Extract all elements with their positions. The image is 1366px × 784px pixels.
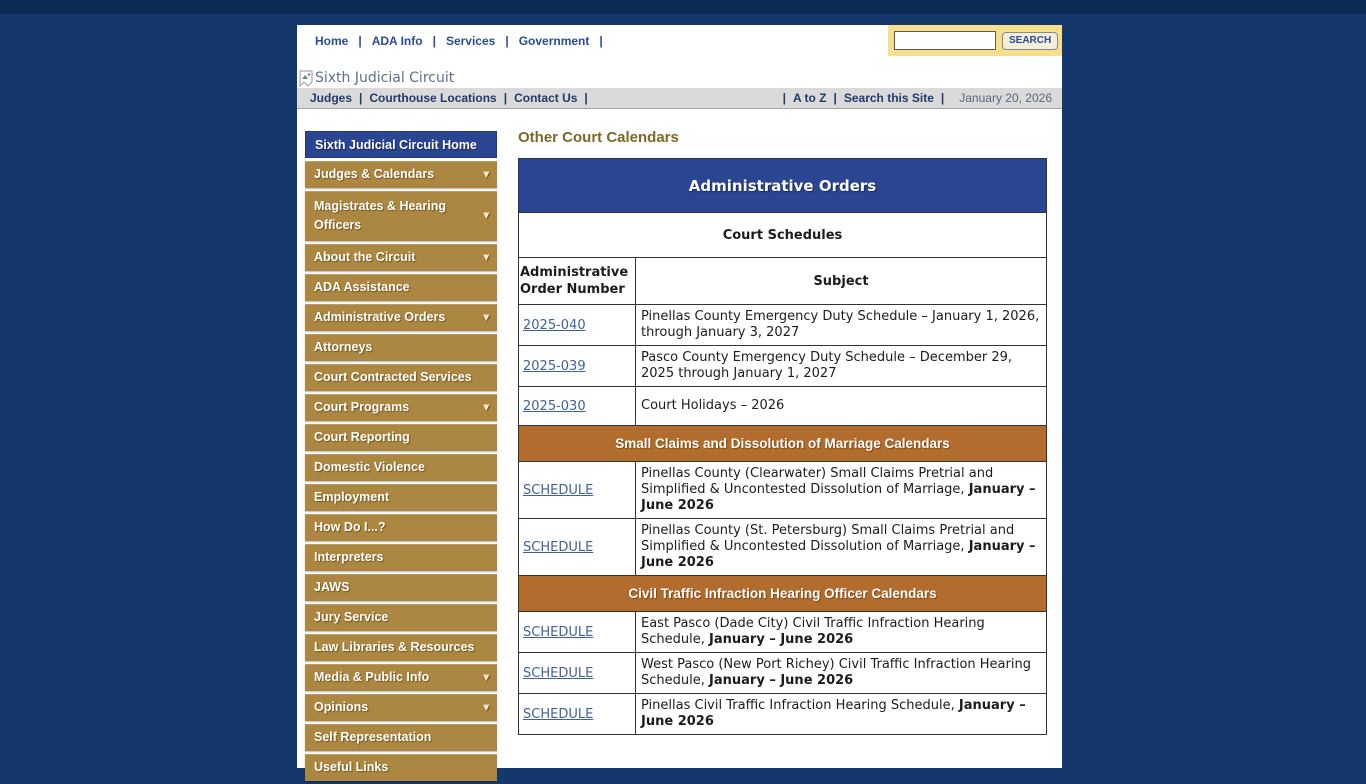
sidebar-item-self-representation[interactable]: [305, 724, 497, 751]
subject-text: East Pasco (Dade City) Civil Traffic Infraction Hearing Schedule,: [641, 616, 985, 647]
util-link-a-to-z[interactable]: A to Z: [792, 91, 827, 105]
search-input[interactable]: [894, 31, 996, 50]
table-row: [519, 387, 1047, 426]
main-content: [518, 129, 1051, 735]
subject-bold-text: January – June 2026: [641, 539, 1036, 570]
separator: |: [599, 33, 603, 48]
subject-text: Pinellas Civil Traffic Infraction Hearing Schedule,: [641, 698, 959, 713]
separator: |: [584, 91, 588, 105]
sidebar-item-judges-calendars[interactable]: [305, 161, 497, 188]
utility-left-links: [297, 91, 595, 105]
table-row: [519, 462, 1047, 519]
schedule-link-clearwater[interactable]: SCHEDULE: [523, 482, 594, 498]
nav-link-government[interactable]: Government: [518, 33, 590, 48]
search-button[interactable]: SEARCH: [1002, 32, 1058, 50]
logo-alt-text: Sixth Judicial Circuit: [315, 70, 455, 86]
sidebar-item-label: Sixth Judicial Circuit Home: [315, 138, 477, 152]
order-link-2025-040[interactable]: 2025-040: [523, 317, 586, 333]
schedule-link-west-pasco[interactable]: SCHEDULE: [523, 665, 594, 681]
calendars-table: [518, 158, 1047, 735]
chevron-down-icon: ▾: [483, 671, 489, 683]
section-header-civil-traffic: Civil Traffic Infraction Hearing Officer Calendars: [519, 576, 1047, 612]
sidebar-item-label: Attorneys: [314, 340, 373, 354]
sidebar-item-ada-assistance[interactable]: [305, 274, 497, 301]
sidebar-item-about-the-circuit[interactable]: [305, 244, 497, 271]
chevron-down-icon: ▾: [483, 311, 489, 323]
sidebar-item-label: Court Contracted Services: [314, 370, 472, 384]
site-logo: [299, 68, 454, 88]
table-row: [519, 653, 1047, 694]
sidebar-item-label: Employment: [314, 490, 390, 504]
chevron-down-icon: ▾: [483, 701, 489, 713]
sidebar-item-court-programs[interactable]: [305, 394, 497, 421]
sidebar-item-label: Law Libraries & Resources: [314, 640, 475, 654]
broken-image-icon: [299, 70, 314, 87]
sidebar-item-label: Judges & Calendars: [314, 167, 435, 181]
subject-text: Court Holidays – 2026: [641, 398, 785, 413]
sidebar-item-label: Magistrates & Hearing Officers: [314, 199, 446, 232]
sidebar-item-interpreters[interactable]: [305, 544, 497, 571]
sidebar-navigation: [305, 131, 497, 784]
sidebar-item-label: JAWS: [314, 580, 350, 594]
column-header-order-number: Administrative Order Number: [519, 258, 636, 305]
sidebar-item-jaws[interactable]: [305, 574, 497, 601]
table-row: [519, 305, 1047, 346]
sidebar-item-label: How Do I...?: [314, 520, 386, 534]
column-header-subject: Subject: [636, 258, 1047, 305]
subject-text: Pinellas County (St. Petersburg) Small Claims Pretrial and Simplified & Uncontested Dissolution of Marriage,: [641, 523, 1015, 554]
table-subtitle: Court Schedules: [519, 213, 1047, 258]
table-row: [519, 694, 1047, 735]
top-edge-band: [0, 0, 1366, 14]
separator: |: [359, 91, 363, 105]
sidebar-item-media-public-info[interactable]: [305, 664, 497, 691]
nav-link-services[interactable]: Services: [445, 33, 496, 48]
table-row: [519, 612, 1047, 653]
util-link-courthouse-locations[interactable]: Courthouse Locations: [369, 91, 497, 105]
sidebar-item-label: Useful Links: [314, 760, 389, 774]
current-date: January 20, 2026: [959, 91, 1052, 105]
subject-text: West Pasco (New Port Richey) Civil Traffic Infraction Hearing Schedule,: [641, 657, 1031, 688]
table-row: [519, 519, 1047, 576]
sidebar-item-how-do-i[interactable]: [305, 514, 497, 541]
util-link-search-this-site[interactable]: Search this Site: [843, 91, 934, 105]
chevron-down-icon: ▾: [483, 401, 489, 413]
sidebar-item-domestic-violence[interactable]: [305, 454, 497, 481]
subject-bold-text: January – June 2026: [709, 673, 854, 688]
page-title: Other Court Calendars: [518, 129, 679, 146]
schedule-link-st-petersburg[interactable]: SCHEDULE: [523, 539, 594, 555]
sidebar-item-label: Opinions: [314, 700, 369, 714]
util-link-contact-us[interactable]: Contact Us: [514, 91, 578, 105]
sidebar-item-label: Media & Public Info: [314, 670, 430, 684]
nav-link-ada-info[interactable]: ADA Info: [371, 33, 423, 48]
chevron-down-icon: ▾: [483, 251, 489, 263]
schedule-link-east-pasco[interactable]: SCHEDULE: [523, 624, 594, 640]
top-navigation: [315, 25, 613, 56]
subject-bold-text: January – June 2026: [709, 632, 854, 647]
util-link-judges[interactable]: Judges: [310, 91, 353, 105]
subject-bold-text: January – June 2026: [641, 698, 1026, 729]
order-link-2025-030[interactable]: 2025-030: [523, 398, 586, 414]
separator: |: [782, 91, 786, 105]
separator: |: [833, 91, 837, 105]
separator: |: [358, 33, 362, 48]
sidebar-item-opinions[interactable]: [305, 694, 497, 721]
separator: |: [503, 91, 508, 105]
sidebar-item-attorneys[interactable]: [305, 334, 497, 361]
chevron-down-icon: ▾: [483, 209, 489, 222]
sidebar-item-court-contracted-services[interactable]: [305, 364, 497, 391]
sidebar-item-label: Court Programs: [314, 400, 410, 414]
sidebar-item-label: ADA Assistance: [314, 280, 410, 294]
page-content: [297, 25, 1062, 774]
subject-text: Pinellas County Emergency Duty Schedule – January 1, 2026, through January 3, 2027: [641, 309, 1040, 340]
sidebar-item-law-libraries-resources[interactable]: [305, 634, 497, 661]
sidebar-item-jury-service[interactable]: [305, 604, 497, 631]
section-header-small-claims: Small Claims and Dissolution of Marriage Calendars: [519, 426, 1047, 462]
sidebar-item-home[interactable]: [305, 131, 497, 158]
separator: |: [505, 33, 509, 48]
subject-text: Pinellas County (Clearwater) Small Claims Pretrial and Simplified & Uncontested Dissolution of Marriage,: [641, 466, 994, 497]
utility-bar: [297, 88, 1062, 109]
schedule-link-pinellas[interactable]: SCHEDULE: [523, 706, 594, 722]
utility-right-links: [776, 91, 1062, 105]
sidebar-item-label: Self Representation: [314, 730, 432, 744]
separator: |: [940, 91, 945, 105]
sidebar-item-label: Jury Service: [314, 610, 389, 624]
separator: |: [432, 33, 436, 48]
subject-bold-text: January – June 2026: [641, 482, 1036, 513]
sidebar-item-employment[interactable]: [305, 484, 497, 511]
table-row: [519, 346, 1047, 387]
sidebar-item-label: About the Circuit: [314, 250, 416, 264]
sidebar-item-magistrates-hearing-officers[interactable]: [305, 191, 497, 241]
sidebar-item-label: Administrative Orders: [314, 310, 446, 324]
chevron-down-icon: ▾: [483, 168, 489, 180]
sidebar-item-label: Domestic Violence: [314, 460, 425, 474]
sidebar-item-label: Court Reporting: [314, 430, 410, 444]
sidebar-item-administrative-orders[interactable]: [305, 304, 497, 331]
search-panel: [888, 25, 1062, 56]
order-link-2025-039[interactable]: 2025-039: [523, 358, 586, 374]
subject-text: Pasco County Emergency Duty Schedule – December 29, 2025 through January 1, 2027: [641, 350, 1013, 381]
table-title: Administrative Orders: [519, 159, 1047, 213]
sidebar-item-court-reporting[interactable]: [305, 424, 497, 451]
nav-link-home[interactable]: Home: [315, 33, 349, 48]
sidebar-item-label: Interpreters: [314, 550, 384, 564]
